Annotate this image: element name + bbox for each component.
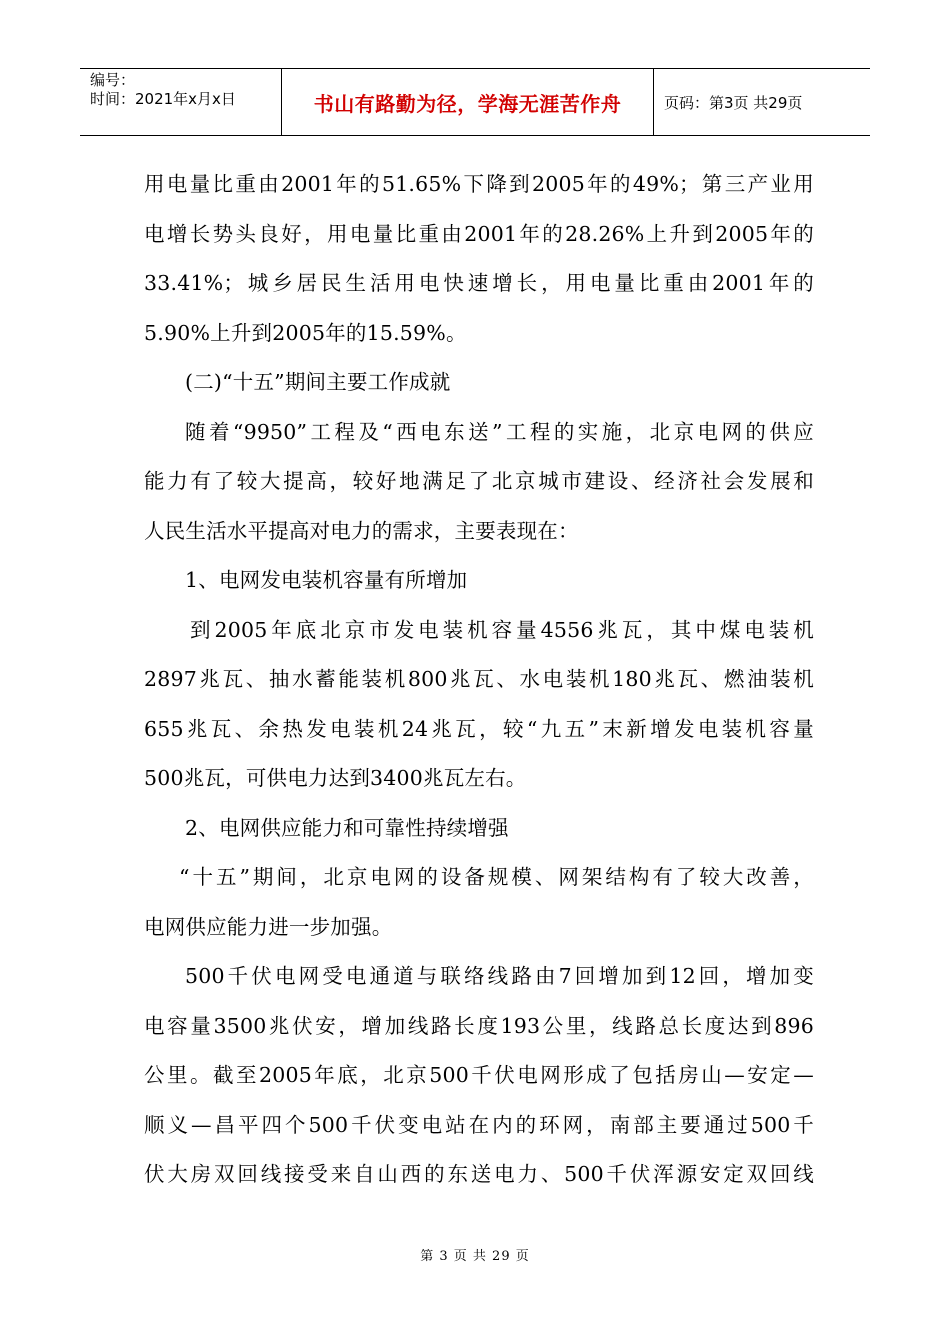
body-line: 33.41%；城乡居民生活用电快速增长，用电量比重由2001年的 xyxy=(144,271,814,295)
body-line: 电增长势头良好，用电量比重由2001年的28.26%上升到2005年的 xyxy=(144,221,814,246)
page-footer: 第 3 页 共 29 页 xyxy=(420,1249,530,1264)
header-meta xyxy=(80,69,282,135)
body-line: 随着“9950”工程及“西电东送”工程的实施，北京电网的供应 xyxy=(185,419,814,444)
body-line: 公里。截至2005年底，北京500千伏电网形成了包括房山—安定— xyxy=(144,1063,814,1087)
body-line: 伏大房双回线接受来自山西的东送电力、500千伏浑源安定双回线 xyxy=(144,1162,814,1186)
header-motto: 书山有路勤为径，学海无涯苦作舟 xyxy=(282,69,654,135)
body-line: 顺义—昌平四个500千伏变电站在内的环网，南部主要通过500千 xyxy=(144,1112,814,1137)
document-number-label: 编号： xyxy=(90,71,136,89)
body-line: 人民生活水平提高对电力的需求，主要表现在： xyxy=(144,518,579,543)
body-line: 电容量3500兆伏安，增加线路长度193公里，线路总长度达到896 xyxy=(144,1013,814,1038)
body-line: 500兆瓦，可供电力达到3400兆瓦左右。 xyxy=(144,766,527,790)
document-time-label: 时间：2021年x月x日 xyxy=(90,90,236,108)
body-line: 2897兆瓦、抽水蓄能装机800兆瓦、水电装机180兆瓦、燃油装机 xyxy=(144,667,814,691)
document-body xyxy=(144,160,814,1200)
body-line: 用电量比重由2001年的51.65%下降到2005年的49%；第三产业用 xyxy=(144,172,814,196)
body-line: 655兆瓦、余热发电装机24兆瓦，较“九五”末新增发电装机容量 xyxy=(144,716,814,741)
subsection-heading: 2、电网供应能力和可靠性持续增强 xyxy=(185,815,509,840)
body-line: 电网供应能力进一步加强。 xyxy=(144,914,393,939)
section-heading: (二)“十五”期间主要工作成就 xyxy=(185,370,451,394)
subsection-heading: 1、电网发电装机容量有所增加 xyxy=(185,568,468,592)
page-header xyxy=(80,68,870,136)
header-page-info: 页码：第3页 共29页 xyxy=(664,93,803,112)
body-line: 到2005年底北京市发电装机容量4556兆瓦，其中煤电装机 xyxy=(190,617,814,642)
body-line: 500千伏电网受电通道与联络线路由7回增加到12回，增加变 xyxy=(185,964,814,988)
body-line: 5.90%上升到2005年的15.59%。 xyxy=(144,320,467,345)
body-line: “十五”期间，北京电网的设备规模、网架结构有了较大改善， xyxy=(179,865,814,889)
body-line: 能力有了较大提高，较好地满足了北京城市建设、经济社会发展和 xyxy=(144,469,814,493)
